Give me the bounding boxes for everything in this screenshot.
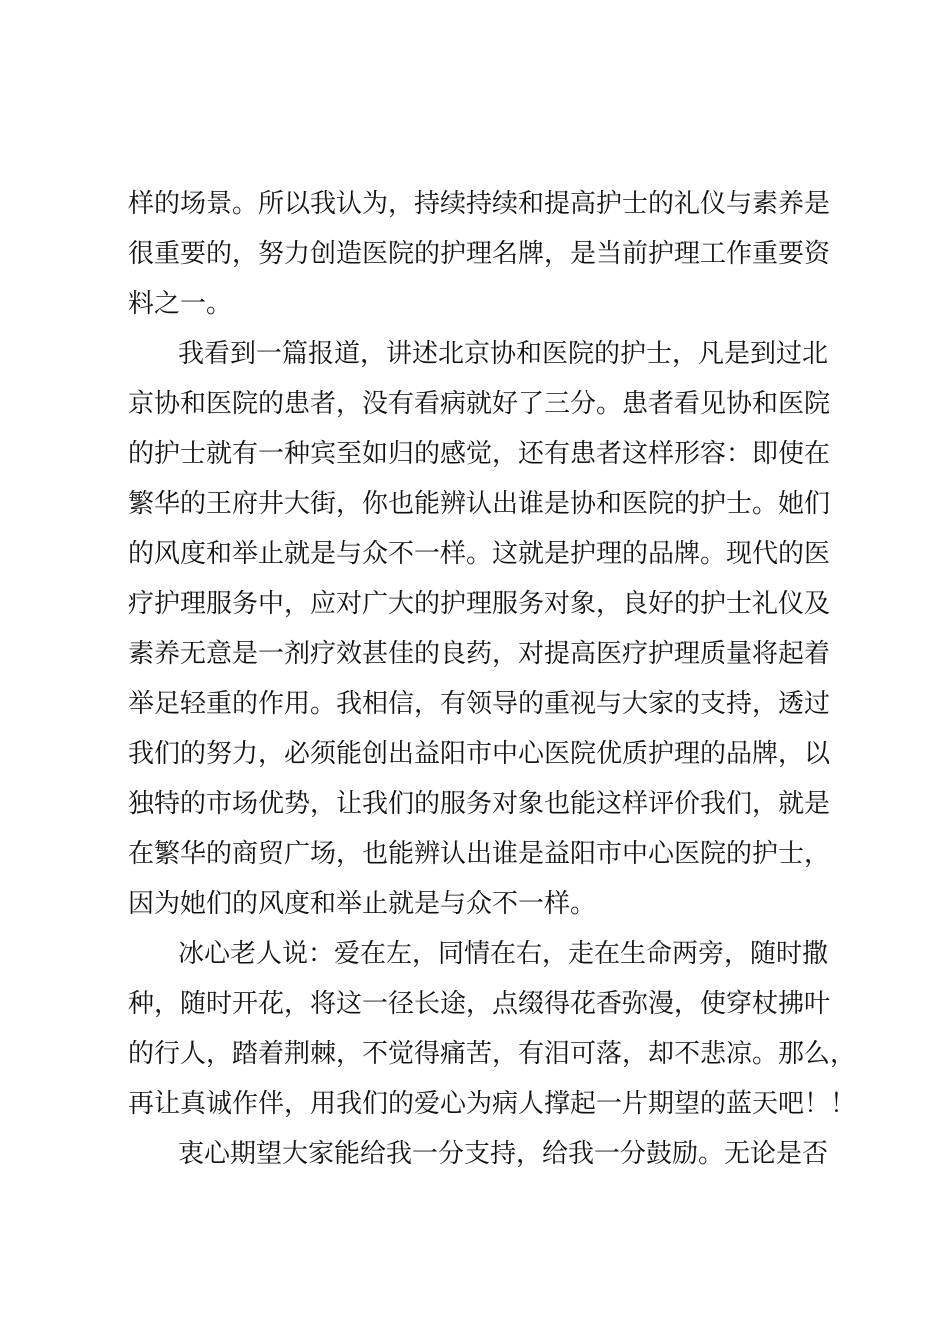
text-line: 再让真诚作伴，用我们的爱心为病人撑起一片期望的蓝天吧！！: [128, 1089, 857, 1119]
text-line: 在繁华的商贸广场，也能辨认出谁是益阳市中心医院的护士，: [128, 839, 831, 869]
text-line: 独特的市场优势，让我们的服务对象也能这样评价我们，就是: [128, 789, 831, 819]
text-line: 因为她们的风度和举止就是与众不一样。: [128, 889, 597, 919]
text-line: 很重要的，努力创造医院的护理名牌，是当前护理工作重要资: [128, 239, 831, 269]
text-line: 样的场景。所以我认为，持续持续和提高护士的礼仪与素养是: [128, 189, 831, 219]
text-line: 素养无意是一剂疗效甚佳的良药，对提高医疗护理质量将起着: [128, 639, 831, 669]
paragraph-first-line: 我看到一篇报道，讲述北京协和医院的护士，凡是到过北: [178, 339, 829, 369]
text-line: 种，随时开花，将这一径长途，点缀得花香弥漫，使穿杖拂叶: [128, 989, 831, 1019]
text-line: 举足轻重的作用。我相信，有领导的重视与大家的支持，透过: [128, 689, 831, 719]
text-line: 的行人，踏着荆棘，不觉得痛苦，有泪可落，却不悲凉。那么，: [128, 1039, 857, 1069]
text-line: 繁华的王府井大街，你也能辨认出谁是协和医院的护士。她们: [128, 489, 831, 519]
text-line: 疗护理服务中，应对广大的护理服务对象，良好的护士礼仪及: [128, 589, 831, 619]
paragraph-first-line: 衷心期望大家能给我一分支持，给我一分鼓励。无论是否: [178, 1139, 829, 1169]
paragraph-first-line: 冰心老人说：爱在左，同情在右，走在生命两旁，随时撒: [178, 939, 829, 969]
text-line: 的风度和举止就是与众不一样。这就是护理的品牌。现代的医: [128, 539, 831, 569]
text-line: 料之一。: [128, 289, 233, 319]
text-line: 京协和医院的患者，没有看病就好了三分。患者看见协和医院: [128, 389, 831, 419]
text-line: 我们的努力，必须能创出益阳市中心医院优质护理的品牌，以: [128, 739, 831, 769]
text-line: 的护士就有一种宾至如归的感觉，还有患者这样形容：即使在: [128, 439, 831, 469]
